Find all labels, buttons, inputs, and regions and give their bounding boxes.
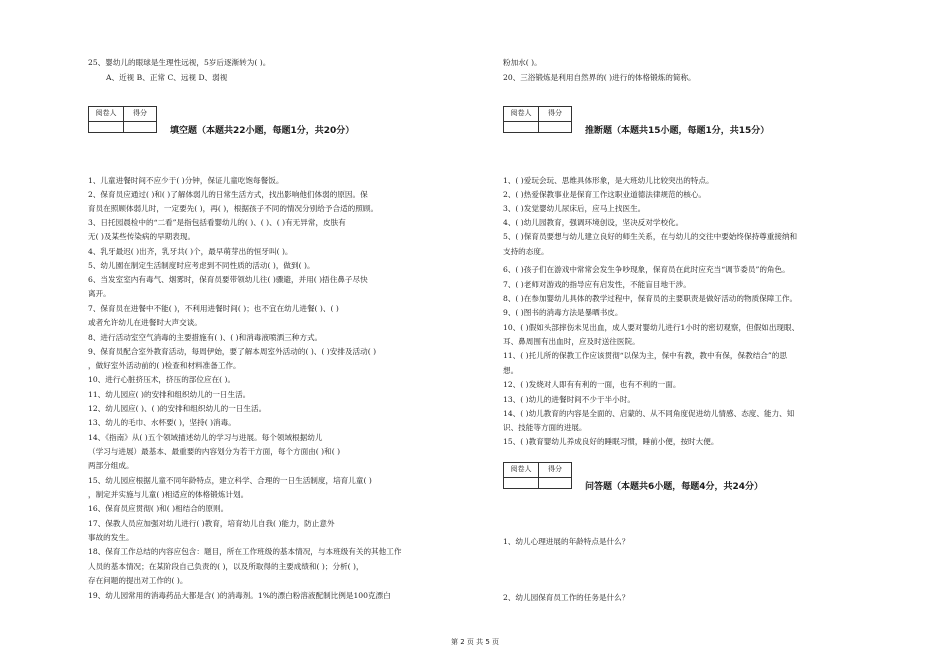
list-item: 粉加水( )。 [503,58,542,67]
score-label: 得分 [539,107,572,122]
list-item: 想。 [503,366,519,375]
question-25-options: A、近视 B、正常 C、远视 D、弱视 [106,73,228,82]
list-item: 5、( )保育员要想与幼儿建立良好的师生关系，在与幼儿的交往中要始终保持尊重接纳和 [503,232,798,241]
reviewer-cell [89,121,124,132]
list-item: 12、幼儿园应( )、( )的安排和组织幼儿的一日生活。 [88,404,267,413]
list-item: 19、幼儿园常用的消毒药品大都是含( )的消毒剂。1%的漂白粉溶液配制比例是100克漂白 [88,591,391,600]
list-item: 13、幼儿的毛巾、水杯要( )，坚持( )消毒。 [88,418,236,427]
list-item: 存在问题的提出对工作的( )。 [88,576,188,585]
question-25: 25、婴幼儿的眼球是生理性远视，5岁后逐渐转为( )。 [88,58,271,67]
list-item: 14、《指南》从( )五个领域描述幼儿的学习与进展。每个领域根据幼儿 [88,433,323,442]
list-item: 离开。 [88,289,111,298]
section-title-judgement: 推断题（本题共15小题，每题1分，共15分） [585,126,770,136]
list-item: 8、进行活动室空气消毒的主要措施有( )、( )和消毒液喷洒三种方式。 [88,333,323,342]
list-item: 7、( )老师对游戏的指导应有启发性，不能盲目地干涉。 [503,280,691,289]
list-item: ，制定并实施与儿童( )相适应的体格锻炼计划。 [88,490,249,499]
list-item: 2、( )热爱保教事业是保育工作这职业道德法律规范的核心。 [503,190,707,199]
list-item: 或者允许幼儿在进餐时大声交谈。 [88,318,202,327]
list-item: 16、保育员应贯彻( )和( )相结合的原则。 [88,504,229,513]
qa-question: 1、幼儿心理进展的年龄特点是什么？ [503,537,630,546]
list-item: 1、儿童进餐时间不应少于( )分钟，保证儿童吃饱每餐饭。 [88,176,284,185]
list-item: 13、( )幼儿的进餐时间不少于半小时。 [503,395,635,404]
reviewer-label: 阅卷人 [504,463,539,478]
list-item: 两部分组成。 [88,461,134,470]
list-item: 17、保教人员应加强对幼儿进行( )教育，培育幼儿自我( )能力，防止意外 [88,519,335,528]
qa-question: 2、幼儿园保育员工作的任务是什么？ [503,593,630,602]
list-item: 4、乳牙最迟( )出齐，乳牙共( )个，最早萌芽出的恒牙叫( )。 [88,247,293,256]
list-item: 事故的发生。 [88,533,134,542]
list-item: （学习与进展）最基本、最重要的内容划分为若干方面，每个方面由( )和( ) [88,447,341,456]
list-item: 5、幼儿園在制定生活制度时应考虑到不同性质的活动( )，做到( )。 [88,261,315,270]
list-item: 7、保育员在进餐中不能( )，不利用进餐时间( )；也不宜在幼儿进餐( )、( ) [88,304,339,313]
list-item: 20、三浴锻炼是利用自然界的( )进行的体格锻炼的简称。 [503,73,696,82]
list-item: 6、( )孩子们在游戏中常常会发生争吵现象，保育员在此时应充当“调节委员”的角色。 [503,265,790,274]
list-item: 3、日托园晨检中的“二看”是指包括看婴幼儿的( )、( )、( )有无异常，皮肤有 [88,218,346,227]
score-cell [539,121,572,132]
score-box [503,106,572,133]
list-item: 无( )及某些传染病的早期表现。 [88,232,196,241]
list-item: 14、( )幼儿教育的内容是全面的、启蒙的、从不同角度促进幼儿情感、态度、能力、知 [503,409,795,418]
list-item: 10、进行心脏挤压术，挤压的部位应在( )。 [88,375,236,384]
list-item: 1、( )爱玩会玩、思维具体形象，是大班幼儿比较突出的特点。 [503,176,714,185]
list-item: 9、保育员配合室外教育活动，每周伊始，要了解本周室外活动的( )、( )安排及活动( ) [88,347,377,356]
reviewer-cell [504,121,539,132]
score-box [503,462,572,489]
list-item: 8、( )在参加婴幼儿具体的教学过程中，保育员的主要职责是做好活动的物质保障工作。 [503,294,798,303]
reviewer-label: 阅卷人 [504,107,539,122]
score-cell [124,121,157,132]
score-label: 得分 [539,463,572,478]
list-item: 支持的态度。 [503,247,549,256]
list-item: 4、( )幼儿园教育，强调环境创设，坚决反对学校化。 [503,218,684,227]
section-title-fill-blank: 填空题（本题共22小题，每题1分，共20分） [170,126,355,136]
page-footer: 第 2 页 共 5 页 [450,638,500,646]
list-item: 育员在照顾体弱儿时，一定要先( )，再( )，根据孩子不同的情况分别给予合适的照顾。 [88,204,379,213]
score-cell [539,477,572,488]
reviewer-label: 阅卷人 [89,107,124,122]
list-item: 15、幼儿园应根据儿童不同年龄特点，建立科学、合理的一日生活制度，培育儿童( ) [88,476,372,485]
list-item: 11、幼儿园应( )的安排和组织幼儿的一日生活。 [88,390,251,399]
score-box [88,106,157,133]
list-item: ，做好室外活动前的( )检查和材料准备工作。 [88,361,241,370]
list-item: 人员的基本情况；在某阶段自己负责的( )，以及所取得的主要成绩和( )；分析( )， [88,562,364,571]
list-item: 6、当发室室内有毒气、烟雾时，保育员要带领幼儿往( )骤避，并用( )捂住鼻子尽快 [88,275,368,284]
list-item: 3、( )发觉婴幼儿尿床后，应马上找医生。 [503,204,646,213]
section-title-qa: 问答题（本题共6小题，每题4分，共24分） [585,482,764,492]
list-item: 识、技能等方面的进展。 [503,423,587,432]
reviewer-cell [504,477,539,488]
list-item: 18、保育工作总结的内容应包含：题目，所在工作班级的基本情况，与本班级有关的其他工作 [88,547,402,556]
list-item: 耳、鼻周围有出血时，应及时送往医院。 [503,337,640,346]
list-item: 12、( )发烧对人即有有利的一面，也有不利的一面。 [503,380,681,389]
list-item: 10、( )假如头部摔伤未见出血，成人要对婴幼儿进行1小时的密切观察，但假如出现眼、 [503,323,800,332]
list-item: 15、( )教育婴幼儿养成良好的睡眠习惯，睡前小便，按时大便。 [503,437,719,446]
list-item: 9、( )图书的消毒方法是暴晒书皮。 [503,308,623,317]
list-item: 11、( )托儿所的保教工作应该贯彻“以保为主，保中有教，教中有保，保教结合”的思 [503,351,787,360]
score-label: 得分 [124,107,157,122]
list-item: 2、保育员应通过( )和( )了解体弱儿的日常生活方式，找出影响他们体弱的原因。保 [88,190,368,199]
